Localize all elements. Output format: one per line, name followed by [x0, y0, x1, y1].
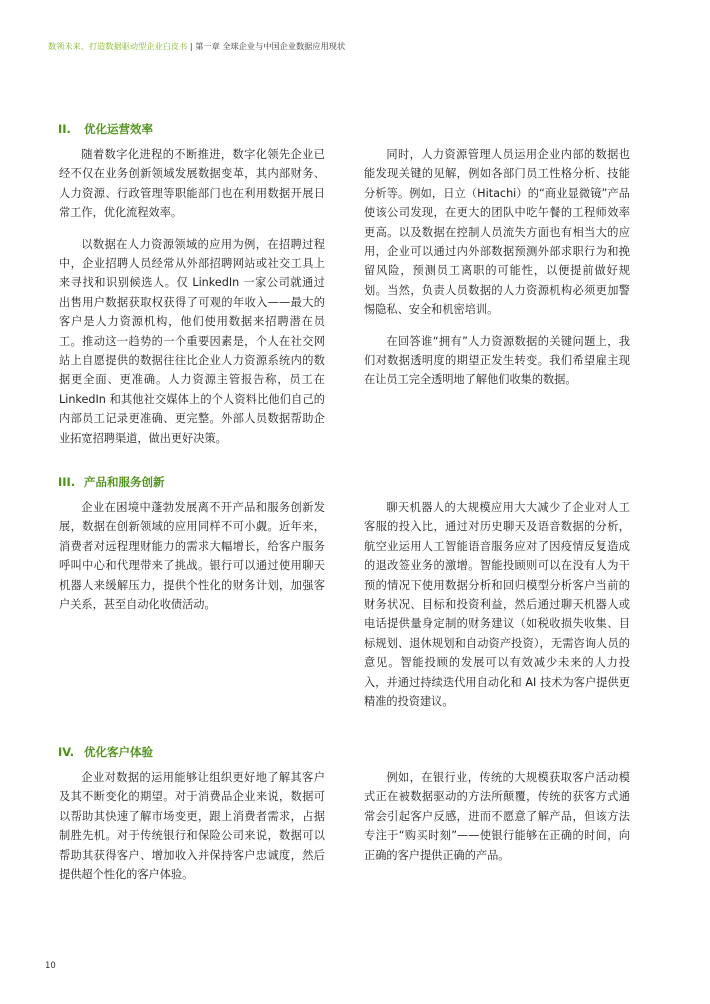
section-number: III. [58, 475, 76, 489]
section-heading [58, 744, 153, 760]
section-title: 产品和服务创新 [84, 475, 165, 489]
running-header [48, 41, 345, 52]
paragraph: 随着数字化进程的不断推进，数字化领先企业已经不仅在业务创新领域发展数据变革，其内部财务、人力资源、行政管理等职能部门也在利用数据开展日常工作，优化流程效率。 [59, 148, 325, 220]
left-column [59, 498, 325, 626]
paragraph: 聊天机器人的大规模应用大大减少了企业对人工客服的投入比，通过对历史聊天及语音数据的分析，航空业运用人工智能语音服务应对了因疫情反复造成的退改签业务的激增。智能投顾则可以在没有人为干预的情况下使用数据分析和回归模型分析客户当前的财务状况、目标和投资利益，然后通过聊天机器人或电话提供量身定制的财务建议（如税收损失收集、目标规划、退休规划和自动资产投资），无需咨询人员的意见。智能投顾的发展可以有效减少未来的人力投入，并通过持续迭代用自动化和 AI 技术为客户提供更精准的投资建议。 [364, 501, 630, 709]
section-title: 优化运营效率 [84, 122, 154, 136]
left-column [59, 145, 325, 460]
paragraph: 以数据在人力资源领域的应用为例，在招聘过程中，企业招聘人员经常从外部招聘网站或社交工具上来寻找和识别候选人。仅 LinkedIn 一家公司就通过出售用户数据获取权获得了可观的年收入——最大的客户是人力资源机构，他们使用数据来招聘潜在员工。推动这一趋势的一个重要因素是，个人在社交网站上自愿提供的数据往往比企业人力资源系统内的数据更全面、更准确。人力资源主管报告称，员工在 LinkedIn 和其他社交媒体上的个人资料比他们自己的内部员工记录更准确、更完整。外部人员数据帮助企业拓宽招聘渠道，做出更好决策。 [59, 237, 325, 445]
right-column [364, 768, 630, 877]
paragraph: 在回答谁“拥有”人力资源数据的关键问题上，我们对数据透明度的期望正发生转变。我们希望雇主现在让员工完全透明地了解他们收集的数据。 [364, 334, 630, 387]
right-column [364, 145, 630, 402]
section-number: IV. [58, 745, 75, 759]
paragraph: 同时，人力资源管理人员运用企业内部的数据也能发现关键的见解，例如各部门员工性格分析、技能分析等。例如，日立（Hitachi）的“商业显微镜”产品使该公司发现，在更大的团队中吃午餐的工程师效率更高。以及数据在控制人员流失方面也有相当大的应用，企业可以通过内外部数据预测外部求职行为和挽留风险，预测员工离职的可能性，以便提前做好规划。当然，负责人员数据的人力资源机构必须更加警惕隐私、安全和机密培训。 [364, 148, 630, 317]
page-number: 10 [45, 961, 56, 971]
paragraph: 例如，在银行业，传统的大规模获取客户活动模式正在被数据驱动的方法所颠覆，传统的获客方式通常会引起客户反感，进而不愿意了解产品，但该方法专注于“购买时刻”——使银行能够在正确的时间，向正确的客户提供正确的产品。 [364, 771, 630, 862]
section-number: II. [58, 122, 71, 136]
right-column [364, 498, 630, 723]
header-book-title: 数领未来，打造数据驱动型企业白皮书 [48, 41, 188, 51]
header-chapter: 第一章 全球企业与中国企业数据应用现状 [195, 41, 346, 51]
paragraph: 企业在困境中蓬勃发展离不开产品和服务创新发展，数据在创新领域的应用同样不可小觑。近年来，消费者对远程理财能力的需求大幅增长，给客户服务呼叫中心和代理带来了挑战。银行可以通过使用聊天机器人来缓解压力，提供个性化的财务计划，加强客户关系，甚至自动化收债活动。 [59, 501, 325, 612]
section-title: 优化客户体验 [84, 745, 154, 759]
section-heading [58, 474, 165, 490]
header-separator: | [189, 41, 193, 51]
left-column [59, 768, 325, 896]
section-heading [58, 121, 153, 137]
paragraph: 企业对数据的运用能够让组织更好地了解其客户及其不断变化的期望。对于消费品企业来说，数据可以帮助其快速了解市场变更，跟上消费者需求，占据制胜先机。对于传统银行和保险公司来说，数据可以帮助其获得客户、增加收入并保持客户忠诚度，然后提供超个性化的客户体验。 [59, 771, 325, 882]
